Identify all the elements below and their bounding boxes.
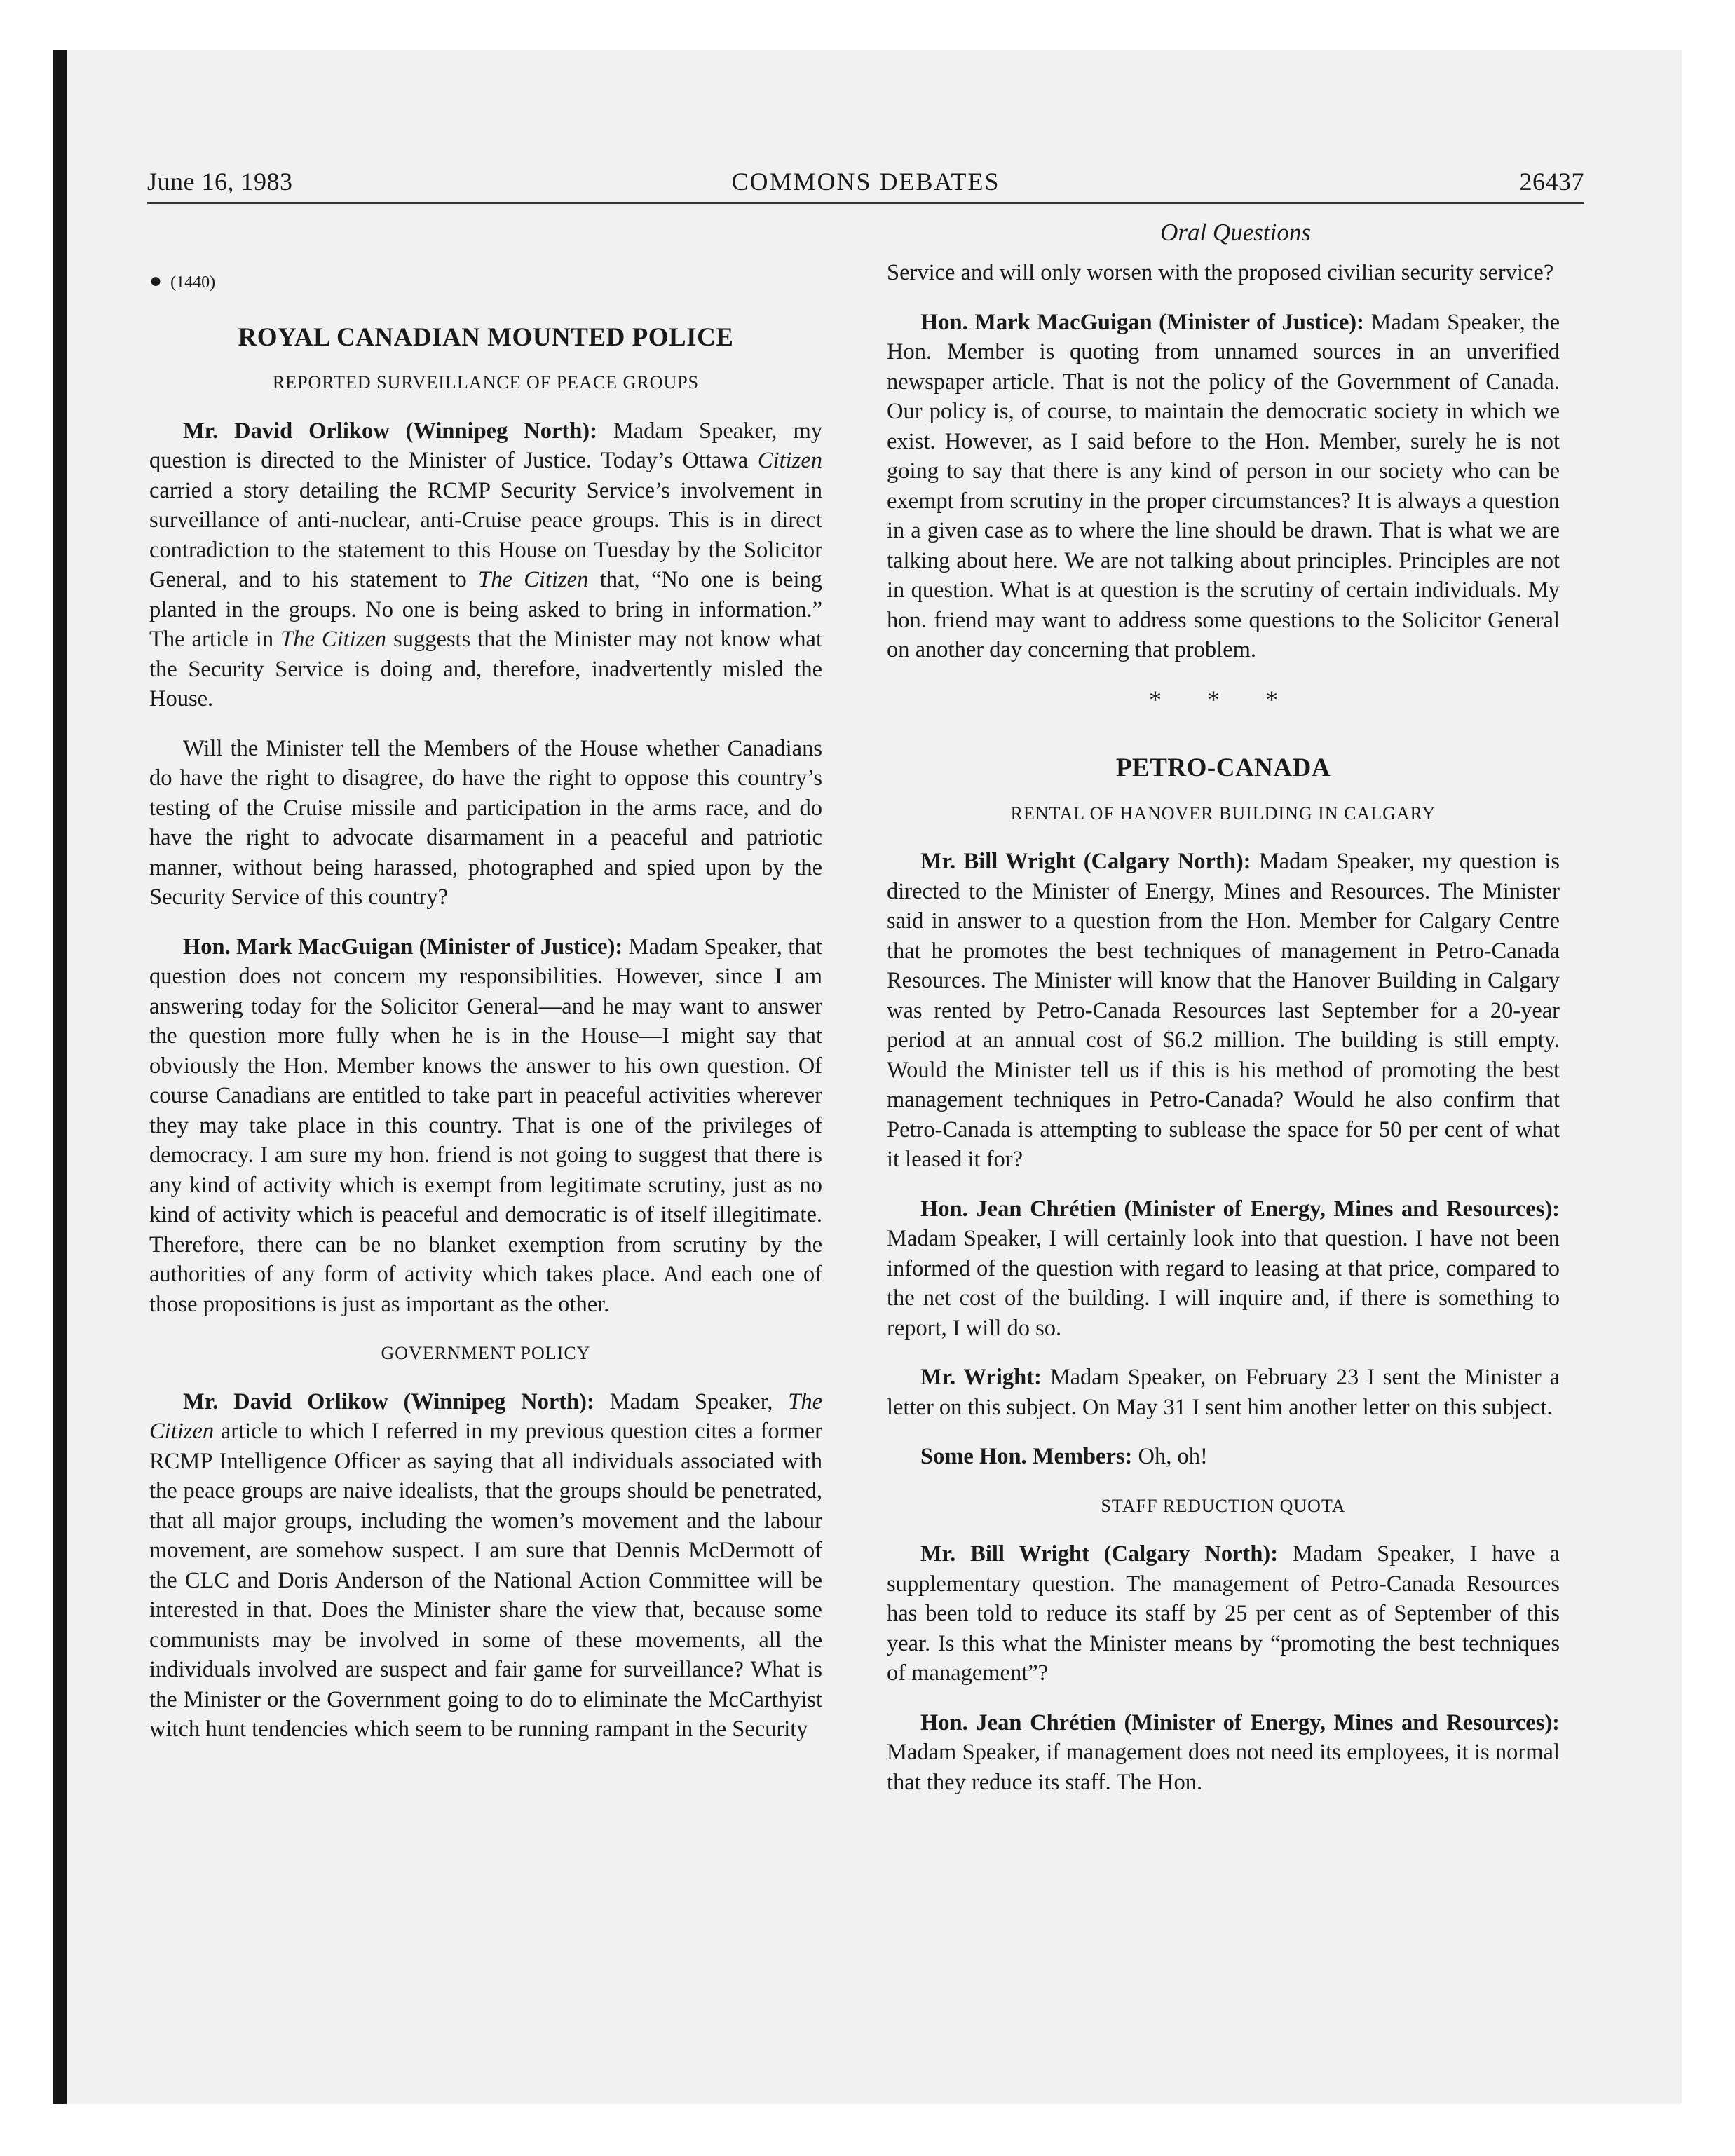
section-label: Oral Questions [1160,219,1311,246]
page-header [147,167,1584,200]
paragraph: Service and will only worsen with the proposed civilian security service? [887,260,1554,285]
paragraph: Mr. David Orlikow (Winnipeg North): Madam Speaker, my question is directed to the Minister of Justice. Today’s Ottawa Citizen carried a story detailing the RCMP Security Service’s involvement in surveillance of anti-nuclear, anti-Cruise peace groups. This is in direct contradiction to the statement to this House on Tuesday by the Solicitor General, and to his statement to The Citizen that, “No one is being planted in the groups. No one is being asked to bring in information.” The article in The Citizen suggests that the Minister may not know what the Security Service is doing and, therefore, inadvertently misled the House. [149,418,823,711]
speaker-name: Hon. Mark MacGuigan (Minister of Justice): [920,309,1364,335]
speaker-name: Mr. Bill Wright (Calgary North): [920,849,1251,874]
time-marker [149,266,822,298]
paragraph: Hon. Jean Chrétien (Minister of Energy, Mines and Resources): Madam Speaker, I will certainly look into that question. I have not been informed of the question with regard to leasing at that price, compared to the net cost of the building. I will inquire and, if there is something to report, I will do so. [887,1196,1560,1341]
time-marker-text: (1440) [170,273,216,292]
speaker-name: Mr. David Orlikow (Winnipeg North): [183,418,597,444]
paragraph: Hon. Jean Chrétien (Minister of Energy, Mines and Resources): Madam Speaker, if management does not need its employees, it is normal that they reduce its staff. The Hon. [887,1710,1560,1795]
right-column [887,258,1560,1817]
subheading: GOVERNMENT POLICY [381,1343,591,1363]
header-rule [147,202,1584,204]
speaker-name: Mr. David Orlikow (Winnipeg North): [183,1389,594,1414]
subheading: REPORTED SURVEILLANCE OF PEACE GROUPS [272,372,700,393]
paragraph: Mr. Bill Wright (Calgary North): Madam Speaker, my question is directed to the Minister of Energy, Mines and Resources. The Minister said in answer to a question from the Hon. Member for Calgary Centre that he promotes the best techniques of management in Petro-Canada Resources. The Minister will know that the Hanover Building in Calgary was rented by Petro-Canada Resources last September for a 20-year period at an annual cost of $6.2 million. The building is still empty. Would the Minister tell us if this is his method of promoting the best management techniques in Petro-Canada? Would he also confirm that Petro-Canada is attempting to sublease the space for 50 per cent of what it leased it for? [887,849,1560,1172]
section-heading: PETRO-CANADA [1115,753,1331,782]
header-page-number: 26437 [1519,168,1584,196]
speaker-name: Hon. Jean Chrétien (Minister of Energy, Mines and Resources): [920,1196,1560,1222]
paragraph: Mr. David Orlikow (Winnipeg North): Madam Speaker, The Citizen article to which I referred in my previous question cites a former RCMP Intelligence Officer as saying that all individuals associated with the peace groups are naive idealists, that the groups should be penetrated, that all major groups, including the women’s movement and the labour movement, are somehow suspect. I am sure that Dennis McDermott of the CLC and Doris Anderson of the National Action Committee will be interested in that. Does the Minister share the view that, because some communists may be involved in some of these movements, all the individuals involved are suspect and fair game for surveillance? What is the Minister or the Government going to do to eliminate the McCarthyist witch hunt tendencies which seem to be running rampant in the Security [149,1389,822,1742]
paragraph: Mr. Wright: Madam Speaker, on February 23 I sent the Minister a letter on this subject. On May 31 I sent him another letter on this subject. [887,1365,1560,1420]
bullet-icon: ● [149,269,163,292]
speaker-name: Some Hon. Members: [920,1444,1133,1469]
header-date: June 16, 1983 [147,168,293,196]
speaker-name: Hon. Mark MacGuigan (Minister of Justice): [183,934,623,960]
subheading: STAFF REDUCTION QUOTA [1101,1495,1346,1516]
section-separator: * * * [1149,685,1298,714]
paragraph: Hon. Mark MacGuigan (Minister of Justice): Madam Speaker, the Hon. Member is quoting from unnamed sources in an unverified newspaper article. That is not the policy of the Government of Canada. Our policy is, of course, to maintain the democratic society in which we exist. However, as I said before to the Hon. Member, surely he is not going to say that there is any kind of person in our society who can be exempt from scrutiny in the proper circumstances? It is always a question in a given case as to where the line should be drawn. That is what we are talking about here. We are not talking about principles. Principles are not in question. What is at question is the scrutiny of certain individuals. My hon. friend may want to address some questions to the Solicitor General on another day concerning that problem. [887,309,1560,662]
subheading: RENTAL OF HANOVER BUILDING IN CALGARY [1010,803,1436,824]
speaker-name: Mr. Bill Wright (Calgary North): [920,1541,1279,1567]
header-title: COMMONS DEBATES [731,168,1000,196]
speaker-name: Hon. Jean Chrétien (Minister of Energy, Mines and Resources): [920,1710,1560,1735]
paragraph: Mr. Bill Wright (Calgary North): Madam Speaker, I have a supplementary question. The management of Petro-Canada Resources has been told to reduce its staff by 25 per cent as of September of this year. Is this what the Minister means by “promoting the best techniques of management”? [887,1541,1560,1686]
paragraph: Some Hon. Members: Oh, oh! [920,1444,1208,1469]
scan-edge-bar [53,50,67,2104]
paragraph: Hon. Mark MacGuigan (Minister of Justice): Madam Speaker, that question does not concern my responsibilities. However, since I am answering today for the Solicitor General—and he may want to answer the question more fully when he is in the House—I might say that obviously the Hon. Member knows the answer to his own question. Of course Canadians are entitled to take part in peaceful activities wherever they may take place in this country. That is one of the privileges of democracy. I am sure my hon. friend is not going to suggest that there is any kind of activity which is exempt from legitimate scrutiny, just as no kind of activity which is peaceful and democratic is of itself illegitimate. Therefore, there can be no blanket exemption from scrutiny by the authorities of any form of activity which takes place. And each one of those propositions is just as important as the other. [149,934,822,1317]
speaker-name: Mr. Wright: [920,1365,1042,1390]
paragraph: Will the Minister tell the Members of the House whether Canadians do have the right to disagree, do have the right to oppose this country’s testing of the Cruise missile and participation in the arms race, and do have the right to advocate disarmament in a peaceful and patriotic manner, without being harassed, photographed and spied upon by the Security Service of this country? [149,735,822,910]
section-heading: ROYAL CANADIAN MOUNTED POLICE [238,322,734,352]
left-column [149,258,822,1764]
